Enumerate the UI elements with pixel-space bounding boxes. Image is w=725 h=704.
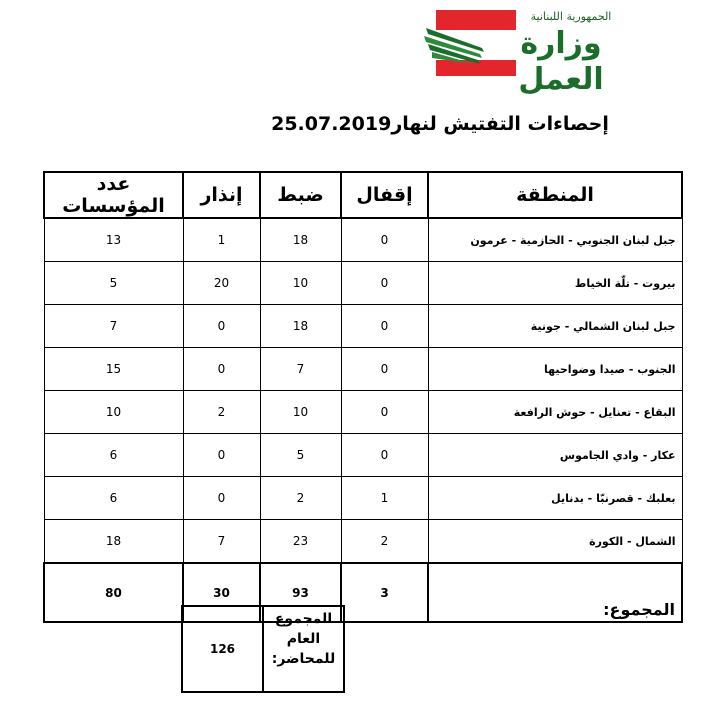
- cell-region: بعلبك - قصرنبّا - بدنايل: [428, 477, 682, 520]
- table-row: [44, 391, 682, 434]
- grand-total-value: 126: [182, 606, 263, 692]
- table-row: [44, 434, 682, 477]
- cell-seizure: 18: [260, 305, 341, 348]
- cell-region: الشمال - الكورة: [428, 520, 682, 564]
- cell-warning: 0: [183, 348, 260, 391]
- table-total-row: [44, 563, 682, 622]
- total-label: المجموع:: [428, 563, 682, 622]
- table-row: [44, 305, 682, 348]
- grand-total-label-line: المجموع: [274, 611, 333, 627]
- table-row: [44, 520, 682, 564]
- cell-establishments: 6: [44, 434, 183, 477]
- cell-closure: 0: [341, 348, 428, 391]
- cell-region: البقاع - تعنايل - حوش الرافعة: [428, 391, 682, 434]
- table-header-row: [44, 172, 682, 218]
- header-warning: إنذار: [183, 172, 260, 218]
- cell-region: جبل لبنان الجنوبي - الحازمية - عرمون: [428, 218, 682, 262]
- inspection-table: [43, 171, 683, 623]
- header-seizure: ضبط: [260, 172, 341, 218]
- cell-region: الجنوب - صيدا وضواحيها: [428, 348, 682, 391]
- cell-warning: 0: [183, 477, 260, 520]
- cell-closure: 0: [341, 434, 428, 477]
- cell-closure: 1: [341, 477, 428, 520]
- header-establishments: عدد المؤسسات: [44, 172, 183, 218]
- cell-warning: 0: [183, 305, 260, 348]
- table-row: [44, 477, 682, 520]
- cell-closure: 2: [341, 520, 428, 564]
- ministry-logo: [424, 8, 634, 97]
- cell-closure: 0: [341, 305, 428, 348]
- cell-establishments: 13: [44, 218, 183, 262]
- table-row: [44, 262, 682, 305]
- grand-total-table: [181, 605, 345, 693]
- total-warning: 30: [183, 563, 260, 622]
- cell-closure: 0: [341, 391, 428, 434]
- cell-establishments: 5: [44, 262, 183, 305]
- cell-warning: 1: [183, 218, 260, 262]
- cell-seizure: 23: [260, 520, 341, 564]
- table-row: [44, 348, 682, 391]
- total-establishments: 80: [44, 563, 183, 622]
- header-region: المنطقة: [428, 172, 682, 218]
- cell-seizure: 10: [260, 262, 341, 305]
- cell-establishments: 18: [44, 520, 183, 564]
- cell-establishments: 15: [44, 348, 183, 391]
- cell-seizure: 18: [260, 218, 341, 262]
- cell-warning: 2: [183, 391, 260, 434]
- cell-seizure: 2: [260, 477, 341, 520]
- page-title: إحصاءات التفتيش لنهار25.07.2019: [271, 113, 609, 135]
- cell-region: جبل لبنان الشمالي - جونية: [428, 305, 682, 348]
- cell-seizure: 7: [260, 348, 341, 391]
- cell-warning: 0: [183, 434, 260, 477]
- grand-total-label-line: للمحاضر:: [271, 651, 336, 667]
- cell-establishments: 7: [44, 305, 183, 348]
- cell-region: عكار - وادي الجاموس: [428, 434, 682, 477]
- cell-seizure: 5: [260, 434, 341, 477]
- table-row: [44, 218, 682, 262]
- cell-warning: 7: [183, 520, 260, 564]
- cell-seizure: 10: [260, 391, 341, 434]
- total-closure: 3: [341, 563, 428, 622]
- cell-establishments: 10: [44, 391, 183, 434]
- ministry-name: وزارة العمل: [518, 26, 604, 97]
- republic-label: الجمهورية اللبنانية: [530, 10, 612, 23]
- grand-total-label: [263, 606, 344, 692]
- cedar-icon: [424, 22, 494, 66]
- cell-warning: 20: [183, 262, 260, 305]
- cell-closure: 0: [341, 218, 428, 262]
- cell-establishments: 6: [44, 477, 183, 520]
- total-seizure: 93: [260, 563, 341, 622]
- cell-region: بيروت - تلّة الخياط: [428, 262, 682, 305]
- grand-total-label-line: العام: [286, 631, 321, 647]
- header-closure: إقفال: [341, 172, 428, 218]
- cell-closure: 0: [341, 262, 428, 305]
